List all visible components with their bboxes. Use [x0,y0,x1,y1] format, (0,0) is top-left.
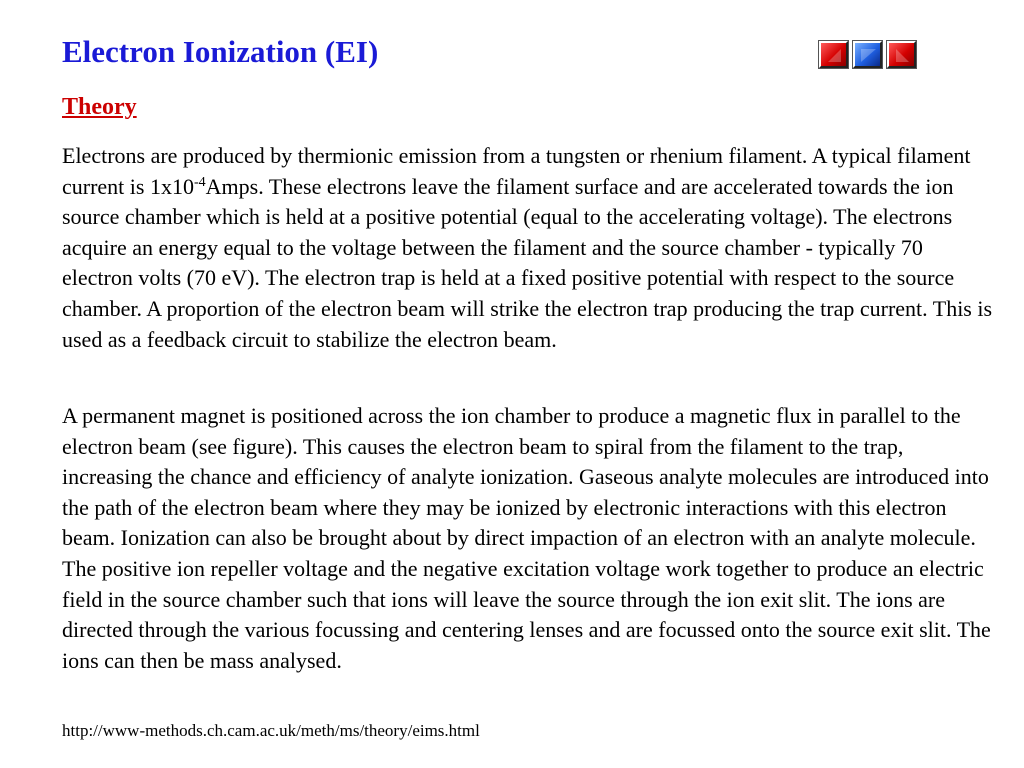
nav-buttons [819,41,916,68]
next-button[interactable] [887,41,916,68]
superscript-exponent: -4 [193,174,206,190]
section-heading-theory: Theory [62,94,137,120]
paragraph-electron-production [62,141,997,355]
home-button[interactable] [853,41,882,68]
home-arrow-icon [858,46,879,65]
paragraph-magnet-ionization: A permanent magnet is positioned across the ion chamber to produce a magnetic flux in parallel to the electron beam (see figure). This causes the electron beam to spiral from the filament to the trap, increasing the chance and efficiency of analyte ionization. Gaseous analyte molecules are introduced into the path of the electron beam where they may be ionized by electronic interactions with this electron beam. Ionization can also be brought about by direct impaction of an electron with an analyte molecule. The positive ion repeller voltage and the negative excitation voltage work together to produce an electric field in the source chamber such that ions will leave the source through the ion exit slit. The ions are directed through the various focussing and centering lenses and are focussed onto the source exit slit. The ions can then be mass analysed. [62,403,991,673]
next-arrow-icon [892,46,913,65]
paragraph-text: Electrons are produced by thermionic emission from a tungsten or rhenium filament. A typical filament current is 1x10 [62,143,971,199]
source-url: http://www-methods.ch.cam.ac.uk/meth/ms/theory/eims.html [62,721,480,740]
previous-button[interactable] [819,41,848,68]
page-title: Electron Ionization (EI) [62,34,379,69]
previous-arrow-icon [824,46,845,65]
paragraph-text: Amps. These electrons leave the filament surface and are accelerated towards the ion source chamber which is held at a positive potential (equal to the accelerating voltage). The electrons acquire an energy equal to the voltage between the filament and the source chamber - typically 70 electron volts (70 eV). The electron trap is held at a fixed positive potential with respect to the source chamber. A proportion of the electron beam will strike the electron trap producing the trap current. This is used as a feedback circuit to stabilize the electron beam. [62,173,993,352]
